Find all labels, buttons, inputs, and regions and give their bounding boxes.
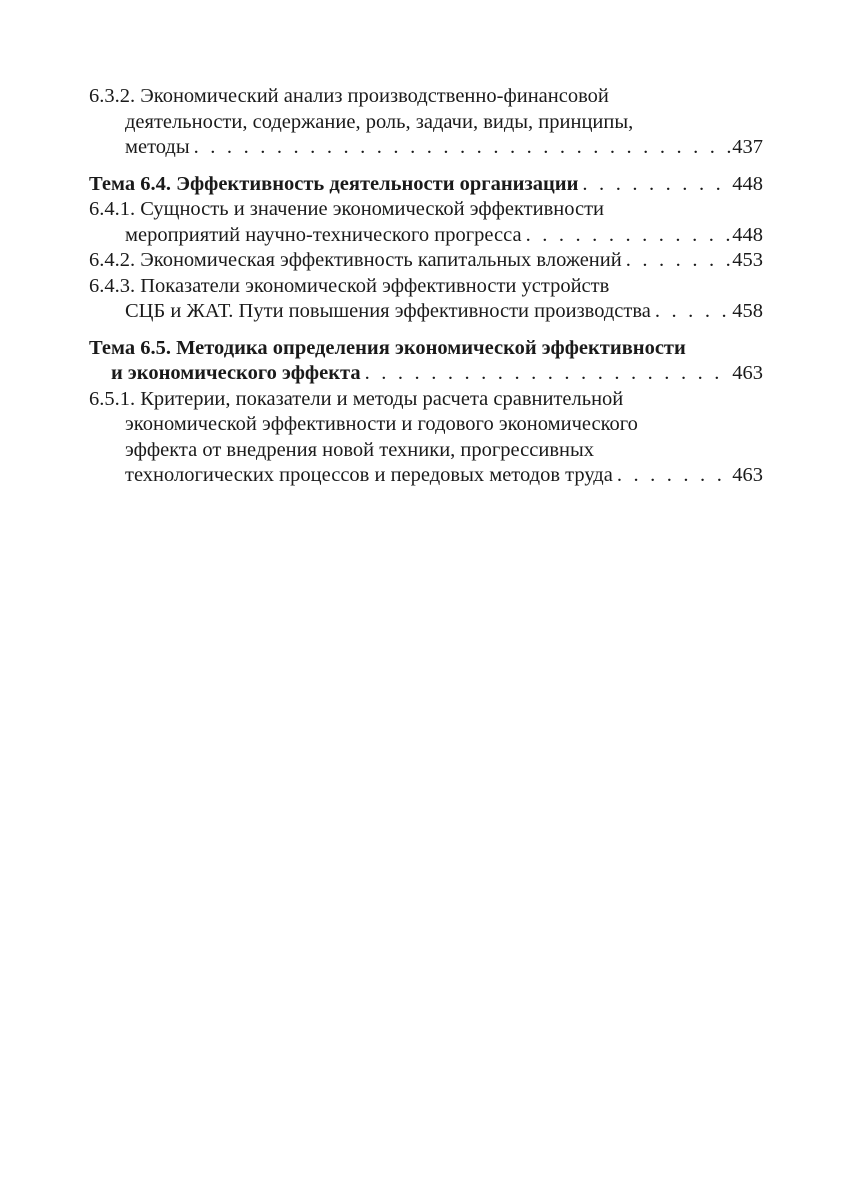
page-number: 448 bbox=[732, 223, 763, 246]
toc-entry-title: технологических процессов и передовых методов труда bbox=[125, 464, 613, 486]
toc-topic-title: Тема 6.4. Эффективность деятельности организации bbox=[89, 172, 579, 195]
table-of-contents bbox=[89, 84, 763, 489]
toc-entry-leader bbox=[89, 248, 763, 274]
dot-leader bbox=[613, 463, 732, 489]
dot-leader bbox=[522, 223, 733, 249]
toc-entry-leader bbox=[89, 172, 763, 198]
toc-entry-line: деятельности, содержание, роль, задачи, виды, принципы, bbox=[125, 110, 634, 133]
toc-entry-title: СЦБ и ЖАТ. Пути повышения эффективности производства bbox=[125, 300, 651, 322]
toc-topic-title: и экономического эффекта bbox=[111, 362, 361, 384]
toc-entry-6-5-1 bbox=[89, 387, 763, 489]
toc-entry-leader bbox=[89, 223, 763, 249]
toc-entry-leader bbox=[89, 299, 763, 325]
dot-leader bbox=[578, 172, 732, 198]
toc-entry-line: эффекта от внедрения новой техники, прогрессивных bbox=[125, 438, 595, 461]
page-number: 463 bbox=[732, 464, 763, 486]
toc-topic-6-5 bbox=[89, 336, 763, 387]
toc-entry-line: экономической эффективности и годового экономического bbox=[125, 413, 638, 435]
toc-entry-title: мероприятий научно-технического прогресса bbox=[125, 223, 522, 246]
toc-topic-6-4 bbox=[89, 172, 763, 198]
toc-entry-leader bbox=[89, 463, 763, 489]
toc-topic-line: Тема 6.5. Методика определения экономической эффективности bbox=[89, 336, 686, 359]
toc-entry-line: 6.3.2. Экономический анализ производственно-финансовой bbox=[89, 85, 609, 107]
dot-leader bbox=[651, 299, 732, 325]
toc-entry-6-4-2 bbox=[89, 248, 763, 274]
toc-entry-title: 6.4.2. Экономическая эффективность капитальных вложений bbox=[89, 249, 622, 271]
dot-leader bbox=[361, 361, 733, 387]
page-number: 458 bbox=[732, 300, 763, 322]
page-number: 437 bbox=[732, 136, 763, 158]
toc-entry-line: 6.4.3. Показатели экономической эффективности устройств bbox=[89, 274, 610, 297]
toc-entry-line: 6.5.1. Критерии, показатели и методы расчета сравнительной bbox=[89, 387, 624, 410]
toc-entry-leader bbox=[89, 361, 763, 387]
toc-entry-6-4-3 bbox=[89, 274, 763, 325]
page-number: 463 bbox=[732, 362, 763, 384]
page-number: 448 bbox=[732, 172, 763, 195]
toc-entry-6-3-2 bbox=[89, 84, 763, 161]
toc-entry-title: методы bbox=[125, 136, 190, 158]
toc-entry-6-4-1 bbox=[89, 197, 763, 248]
page-number: 453 bbox=[732, 249, 763, 271]
dot-leader bbox=[622, 248, 733, 274]
toc-entry-line: 6.4.1. Сущность и значение экономической эффективности bbox=[89, 198, 605, 220]
toc-entry-leader bbox=[89, 135, 763, 161]
dot-leader bbox=[190, 135, 733, 161]
